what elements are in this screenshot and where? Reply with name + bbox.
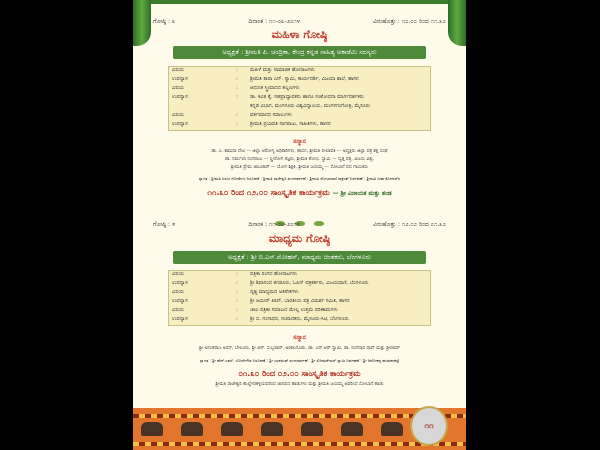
table-row [169,103,430,112]
table-row [169,67,430,76]
session1-number: ಗೋಷ್ಠಿ : ೩ [153,18,176,25]
row-value: ಜಾಲ ಪತ್ರಿಕಾ ಸಮಾಜದ ಮೇಲ್ಲ ಉತ್ತಮ ಪರಿಣಾಮಗಳು [250,307,338,313]
session1-credits: ಸ್ವಾಗತ : ಶ್ರೀಮತಿ ಜಲಜ ನೋಡೇಗಳ ನಿರೂಪಣೆ : ಶ್ರೀಮತಿ ರಾಜೇಶ್ವರಿ ವಂದನಾರ್ಪಣೆ : ಶ್ರೀಮತಿ ಶೋಭಾರಾಣಿ ಸಾಕ್ರಂತ್ ನಿರ್ವಹಣೆ : ಶ್ರೀಮತಿ ಸೀತಾ ಕೋಗಾರ್‌ರ [198,176,401,181]
session2-cultural-by: ಶ್ರೀಮತಿ ರಾಜೇಶ್ವರಿ ಹುಲ್ಲೇನಹಳ್ಳಿಯವರಿಂದ ಜಾನಪದ ಹಾಡುಗಳು ಮತ್ತು ಶ್ರೀಮತಿ ಜಯಮ್ಮ ಅವರಿಂದ ಸೋಬಾನೆ ಹಾಡು [215,382,384,387]
session2-date: ದಿನಾಂಕ : ೧೧-೦೩-೨೦೧೪ [248,221,301,228]
program-page [133,0,466,450]
session1-president: ಅಧ್ಯಕ್ಷತೆ : ಶ್ರೀಮತಿ ಪಿ. ಚಂದ್ರಿಕಾ, ಕೇಂದ್ರ ಕನ್ನಡ ಸಾಹಿತ್ಯ ಅಕಾಡೆಮಿ ಸದಸ್ಯರು [173,46,426,59]
session1-meta [153,18,446,26]
table-row [169,271,430,280]
session2-credits: ಸ್ವಾಗತ : ಶ್ರೀ ಹೆಚ್.ಎಮ್. ಬೋರೇಗೌಡ ನಿರೂಪಣೆ : ಶ್ರೀ ಯಶವಂತ್ ವಂದನಾರ್ಪಣೆ : ಶ್ರೀ ಸೋಮಶೇಖರ್ ಸ್ವಾಮಿ ನಿರ್ವಹಣೆ : ಶ್ರೀ ಅಶೋಕಪ್ಪ ಹುಡುಕನಕಟ್ಟೆ [199,358,400,363]
session2-cultural-time: ೦೧.೩೦ ರಿಂದ ೦೨.೦೦ ಸಾಂಸ್ಕೃತಿಕ ಕಾರ್ಯಕ್ರಮ [238,369,361,378]
row-key: ಉಪನ್ಯಾಸ [172,94,188,100]
row-key: ಉಪನ್ಯಾಸ [172,121,188,127]
table-row [169,289,430,298]
curtain-valance [133,0,466,4]
table-row [169,298,430,307]
table-row [169,316,430,325]
table-row [169,94,430,103]
session1-honor-line: ಡಾ. ನಿರ್ಮಲಾ ರಂಗರಾಜು — ಸ್ತ್ರೀರೋಗ ತಜ್ಞರು, ಶ್ರೀಮತಿ ಶೋಭ. ಸ್ವಾಮಿ — ದ್ವತ್ತ ಪತ್ರ, ವಿಜಯ ವಿಶ್ವ, [224,157,375,162]
row-separator: : [236,280,238,286]
row-key: ಉಪನ್ಯಾಸ [172,280,188,286]
row-separator: : [236,121,238,127]
row-key: ಉಪನ್ಯಾಸ [172,298,188,304]
row-value: ಶ್ರೀ ಅಮೀರ್ ಖಾನ್, ಭಾರತೀಯ ಪತ್ರ ವಿಮರ್ಶ ಸಮಿತಿ, ಹಾಸನ [250,298,350,304]
session1-table [168,66,431,131]
elephant-icon [141,422,163,436]
row-key: ವಿಷಯ [172,85,184,91]
row-separator: : [236,76,238,82]
row-key: ವಿಷಯ [172,271,184,277]
row-key: ವಿಷಯ [172,307,184,313]
session1-date: ದಿನಾಂಕ : ೧೧-೦೩-೨೦೧೪ [248,18,301,25]
table-row [169,280,430,289]
session1-honor-title: ಸನ್ಮಾನ [293,138,306,145]
row-separator: : [236,307,238,313]
elephant-icon [301,422,323,436]
table-row [169,307,430,316]
session2-president: ಅಧ್ಯಕ್ಷತೆ : ಶ್ರೀ ಬಿ.ಎಸ್.ಮೋಹನ್, ಮಾಧ್ಯಮ ಚಿಂತಕರು, ಬೆಂಗಳೂರು [173,251,426,264]
row-separator: : [236,94,238,100]
row-separator: : [236,289,238,295]
row-separator: : [236,85,238,91]
elephant-icon [181,422,203,436]
session2-time: ವಿರುಹೊತ್ತು : ೧೨.೦೦ ರಿಂದ ೦೧.೩೦ [373,221,446,228]
session2-meta [153,221,446,229]
table-row [169,112,430,121]
session1-cultural-time: ೧೧.೩೦ ರಿಂದ ೧೨.೦೦ ಸಾಂಸ್ಕೃತಿಕ ಕಾರ್ಯಕ್ರಮ [207,188,330,197]
row-value: ದೃಶ್ಯ ಮಾಧ್ಯಮದ ಅತಿರೇಕಗಳು [250,289,299,295]
event-logo-badge: ೧೧ [410,406,448,446]
elephant-icon [381,422,403,436]
row-value: ಶ್ರೀ ಶಿವಾನಂದ ತಗಡೂರು, ಓಪಿನ್ ಪತ್ರಕರ್ತರು, ವಿಜಯವಾಣಿ, ಬೆಂಗಳೂರು [250,280,369,286]
session1-cultural [133,188,466,198]
row-separator: : [236,316,238,322]
footer-border-bottom [133,442,466,446]
session2-honor-title: ಸನ್ಮಾನ [293,334,306,341]
elephant-icon [341,422,363,436]
row-value: ಪತ್ರಿಕಾ ರಂಗದ ಹೋರಾಟಗಳು [250,271,298,277]
session2-honor-line: ಶ್ರೀ ಅನಂತರಾಜ ಅರಸ್, ಬೇಲೂರು, ಶ್ರೀ ಆರ್. ಸುಬ್ಬರಾವ್, ಅರಕಲಗೂಡು, ಡಾ. ಎನ್.ಆರ್ ಸ್ವಾಮಿ, ಡಾ. ರಂಗನಾಥ ರಾವ್ ಮತ್ತು ಶ್ರೀರಾಮ್ [199,346,400,351]
session1-honor-line: ಶ್ರೀಮತಿ ಪ್ರೇಮ ಜಾಬಚಾರ್ — ಯೋಗ ಶಿಕ್ಷಕಿ, ಶ್ರೀಮತಿ ಜಯಮ್ಮ — ಸೋಬಾನೆ ಪದ ಗಾಯಕರು [231,165,368,170]
session1-title: ಮಹಿಳಾ ಗೋಷ್ಠಿ [271,28,328,41]
row-value: ಶ್ರೀಮತಿ ಪ್ರಭಾವತಿ ನಾಗರಾಜು, ಸಾಹಿತಿಗಳು, ಹಾಸನ [250,121,331,127]
row-separator: : [236,67,238,73]
row-key: ಉಪನ್ಯಾಸ [172,76,188,82]
row-key: ವಿಷಯ [172,67,184,73]
row-key: ವಿಷಯ [172,112,184,118]
table-row [169,121,430,130]
row-value: ಶ್ರೀಮತಿ ತಾರಾ ಎನ್. ಸ್ವಾಮಿ, ಕಾರ್ಯದರ್ಶಿ, ವಿಜಯಾ ಶಾಲೆ, ಹಾಸನ [250,76,359,82]
row-key [169,103,227,112]
table-row [169,85,430,94]
row-separator: : [236,298,238,304]
session1-time: ವಿರುಹೊತ್ತು : ೧೦.೦೦ ರಿಂದ ೧೧.೩೦ [373,18,446,25]
session1-honor-line: ಡಾ. ಎ. ಕಾಮರಾ ದೇವಿ — ಜಿಲ್ಲಾ ಆರೋಗ್ಯ ಅಧಿಕಾರಿಗಳು, ಹಾಸನ, ಶ್ರೀಮತಿ ಲೀಲಾವತಿ — ಅಧ್ಯಕ್ಷರು ಜಿಲ್ಲಾ ಪತ್ರ ಶಕ್ತಿ ಸಂಘ [211,149,388,154]
row-value: ಶ್ರೀ ಬಿ. ಗಂಗಾಧರ, ಸಂಪಾದಕರು, ಮೈಸೂರು-ಸಿಟಿ, ಬೆಂಗಳೂರು [250,316,349,322]
row-separator: : [236,112,238,118]
row-value: ವರ್ತಮಾನದ ಸವಾಲುಗಳು [250,112,293,118]
session2-number: ಗೋಷ್ಠಿ : ೪ [153,221,176,228]
elephant-icon [261,422,283,436]
row-value: ಡಾ. ಕವಿತ ಕೈ, ಸಹಪ್ರಾಧ್ಯಾಪಕರು ಹಾಗೂ ಸಂಶೋಧನಾ ಮಾರ್ಗದರ್ಶಕರು [250,94,364,100]
session1-cultural-by: — ಶ್ರೀ ವಿನಾಯಕ ಮತ್ತು ತಂಡ [332,190,392,197]
row-value: ಕನ್ನಡ ವಿಭಾಗ, ಮಂಗಳೂರು ವಿಶ್ವವಿದ್ಯಾಲಯ, ಮಂಗಳಗಂಗೋತ್ರಿ, ಮೈಸೂರು [250,103,371,109]
row-separator [227,103,247,112]
table-row [169,76,430,85]
decorative-footer [133,408,466,450]
row-key: ವಿಷಯ [172,289,184,295]
row-value: ಆಧುನಿಕ ಸ್ತ್ರೀವಾದದ ತಲ್ಲಣಗಳು [250,85,300,91]
row-value: ಮಹಿಳೆ ಮತ್ತು ಸಾಮಾಜಿಕ ಹೋರಾಟಗಳು [250,67,315,73]
row-key: ಉಪನ್ಯಾಸ [172,316,188,322]
elephant-icon [221,422,243,436]
session2-table [168,270,431,326]
session2-title: ಮಾಧ್ಯಮ ಗೋಷ್ಠಿ [268,232,331,245]
row-separator: : [236,271,238,277]
